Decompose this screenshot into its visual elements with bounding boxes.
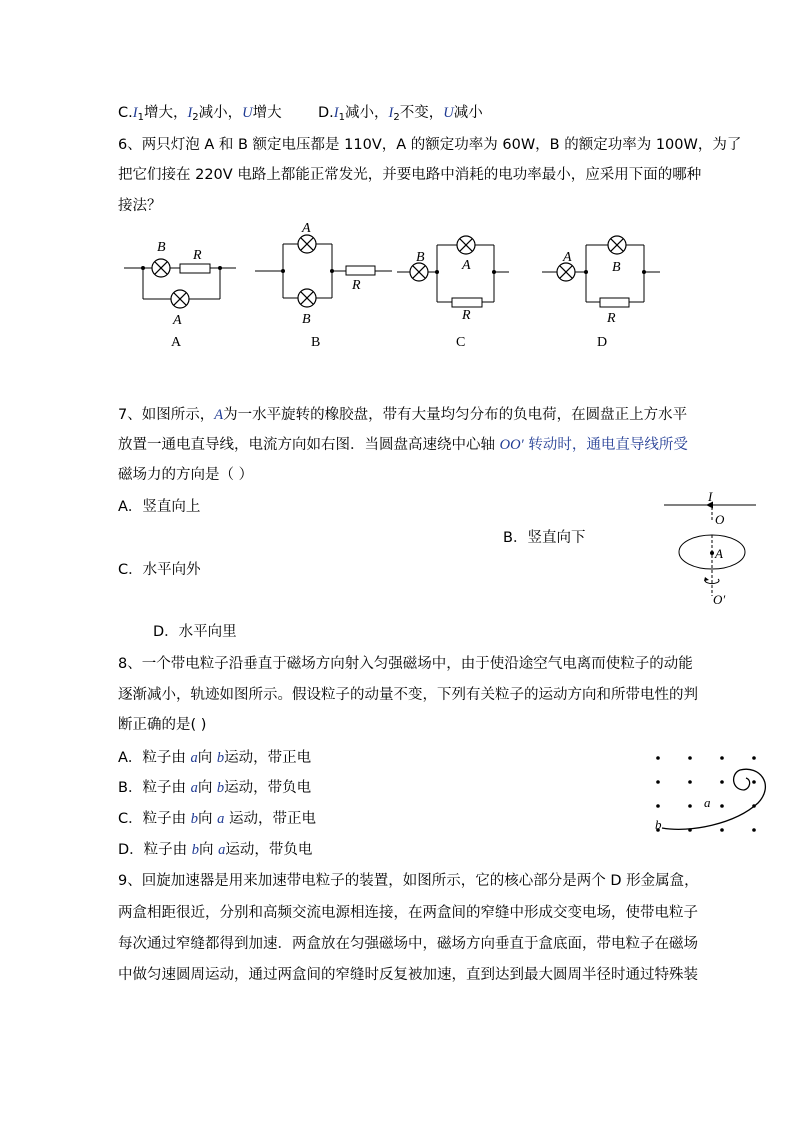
q7-option-c: C．水平向外 [118, 562, 201, 578]
q8-fig-b-label: b [655, 817, 662, 832]
circuit-b-lamp-top-label: A [302, 221, 311, 236]
lamp-icon [457, 236, 475, 254]
q9-line2: 两盒相距很近，分别和高频交流电源相连接，在两盒间的窄缝中形成交变电场，使带电粒子 [118, 905, 698, 921]
q9-line3: 每次通过窄缝都得到加速．两盒放在匀强磁场中，磁场方向垂直于盒底面，带电粒子在磁场 [118, 936, 698, 952]
circuit-b-option-label: B [311, 335, 321, 350]
circuit-c-option-label: C [456, 335, 466, 350]
q7-option-a: A．竖直向上 [118, 499, 201, 515]
q6-line3: 接法？ [118, 198, 162, 214]
q7-fig-o-prime-label: O′ [713, 592, 726, 607]
q7-fig-current-label: I [708, 489, 713, 504]
circuit-c-resistor-label: R [462, 308, 471, 323]
q5-option-d: $D.I_1$减小，$I_2$不变，U减小 [318, 105, 483, 123]
circuit-d-lamp-series-label: A [563, 250, 572, 265]
q6-line2: 把它们接在 220V 电路上都能正常发光，并要电路中消耗的电功率最小，应采用下面的哪种 [118, 167, 702, 183]
circuit-c-lamp-series-label: B [416, 250, 425, 265]
circuit-d-option-label: D [597, 335, 608, 350]
q7-line2: 放置一通电直导线，电流方向如右图．当圆盘高速绕中心轴 OO′ 转动时，通电直导线所受 [118, 437, 688, 453]
q8-option-b: B．粒子由 a向 b运动，带负电 [118, 780, 312, 796]
q8-fig-a-label: a [704, 795, 711, 810]
lamp-icon [298, 235, 316, 253]
q7-option-d: D．水平向里 [153, 624, 237, 640]
lamp-icon [608, 236, 626, 254]
q7-line1: 7、如图所示，A为一水平旋转的橡胶盘，带有大量均匀分布的负电荷，在圆盘正上方水平 [118, 407, 688, 423]
lamp-icon [152, 259, 170, 277]
q9-line1: 9、回旋加速器是用来加速带电粒子的装置，如图所示，它的核心部分是两个 D 形金属盒， [118, 873, 699, 889]
q7-fig-a-label: A [715, 546, 723, 561]
circuit-a-lamp-bottom-label: A [173, 313, 182, 328]
q8-line3: 断正确的是( ) [118, 717, 207, 733]
q8-line2: 逐渐减小，轨迹如图所示。假设粒子的动量不变，下列有关粒子的运动方向和所带电性的判 [118, 687, 698, 703]
circuit-d-resistor-label: R [607, 311, 616, 326]
q8-option-c: C．粒子由 b向 a 运动，带正电 [118, 811, 316, 827]
circuit-a-lamp-top-label: B [157, 240, 166, 255]
q7-line3: 磁场力的方向是（ ） [118, 467, 254, 483]
circuit-c-lamp-top-label: A [462, 258, 471, 273]
q8-line1: 8、一个带电粒子沿垂直于磁场方向射入匀强磁场中，由于使沿途空气电离而使粒子的动能 [118, 656, 693, 672]
lamp-icon [171, 290, 189, 308]
q9-line4: 中做匀速圆周运动，通过两盒间的窄缝时反复被加速，直到达到最大圆周半径时通过特殊装 [118, 967, 698, 983]
q8-option-d: D．粒子由 b向 a运动，带负电 [118, 842, 313, 858]
circuit-b-resistor-label: R [352, 278, 361, 293]
q6-circuits-figure [0, 215, 794, 355]
circuit-a-option-label: A [171, 335, 182, 350]
circuit-a-resistor-label: R [193, 248, 202, 263]
circuit-d-lamp-top-label: B [612, 260, 621, 275]
q6-line1: 6、两只灯泡 A 和 B 额定电压都是 110V，A 的额定功率为 60W，B 的额定功率为 100W，为了 [118, 137, 742, 153]
q7-option-b: B．竖直向下 [503, 530, 586, 546]
q7-fig-o-label: O [715, 512, 725, 527]
q5-option-c: $C.I_1$增大，$I_2$减小，U增大 [118, 105, 282, 123]
circuit-b-lamp-bottom-label: B [302, 312, 311, 327]
q8-option-a: A．粒子由 a向 b运动，带正电 [118, 750, 312, 766]
lamp-icon [298, 289, 316, 307]
